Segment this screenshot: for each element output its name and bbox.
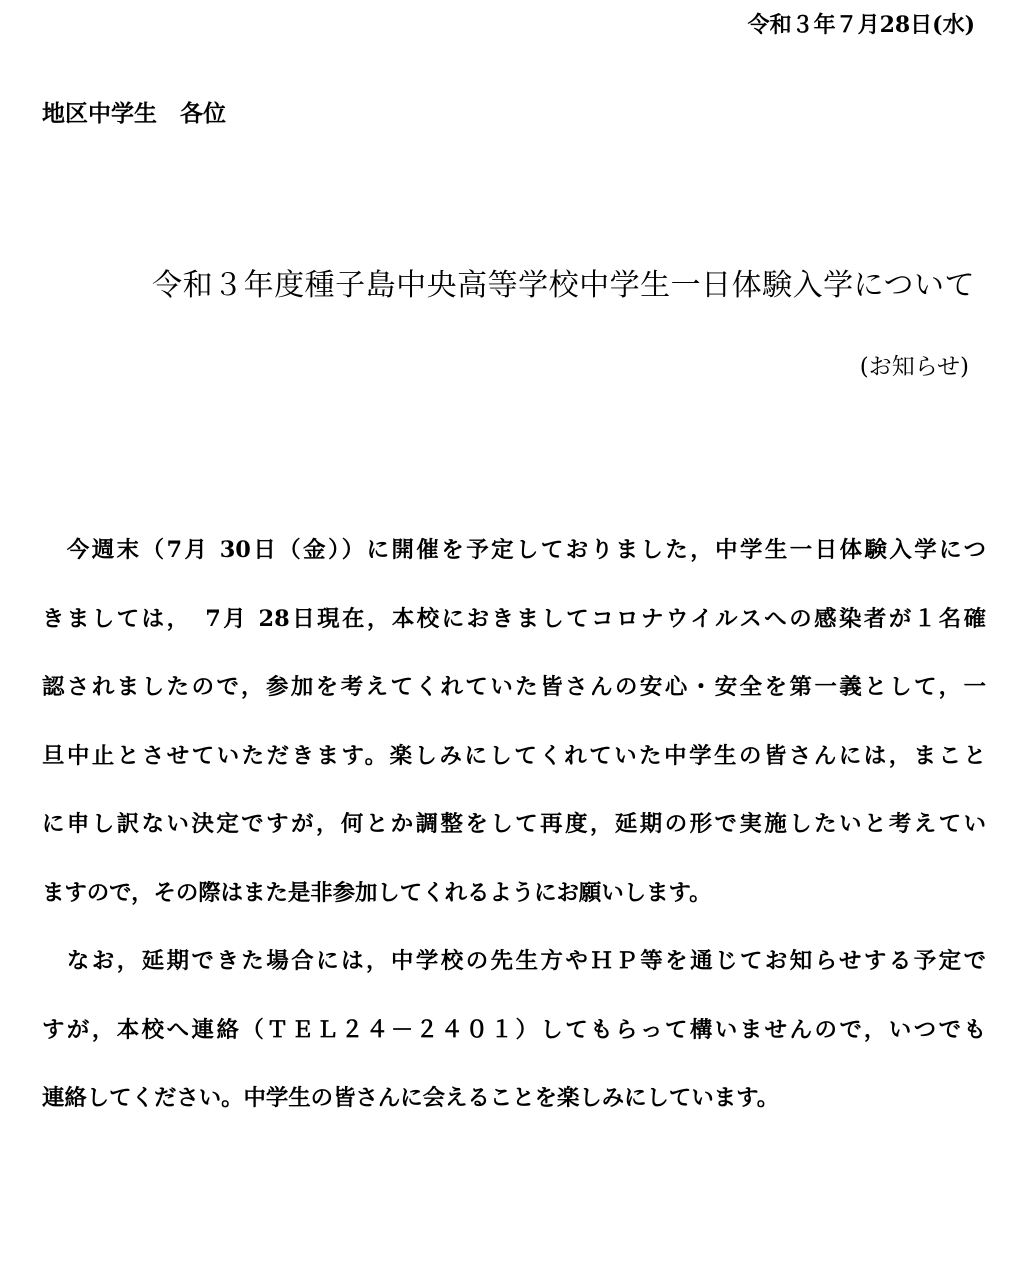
- body-line: 今週末（7月 30日（金））に開催を予定しておりました，中学生一日体験入学につ: [42, 537, 986, 563]
- body-line: きましては， 7月 28日現在，本校におきましてコロナウイルスへの感染者が１名確: [42, 605, 986, 632]
- body-line: 認されましたので，参加を考えてくれていた皆さんの安心・安全を第一義として，一: [42, 674, 986, 700]
- body-line: に申し訳ない決定ですが，何とか調整をして再度，延期の形で実施したいと考えてい: [42, 811, 986, 837]
- recipient-line: 地区中学生 各位: [42, 100, 226, 127]
- body-line: 連絡してください。中学生の皆さんに会えることを楽しみにしています。: [42, 1085, 780, 1111]
- body-line: なお，延期できた場合には，中学校の先生方やＨＰ等を通じてお知らせする予定で: [42, 948, 986, 974]
- body-line: ますので，その際はまた是非参加してくれるようにお願いします。: [42, 879, 712, 906]
- document-date: 令和３年７月28日(水): [747, 12, 975, 38]
- document-title: 令和３年度種子島中央高等学校中学生一日体験入学について: [152, 268, 975, 303]
- body-line: 旦中止とさせていただきます。楽しみにしてくれていた中学生の皆さんには，まこと: [42, 742, 986, 769]
- body-line: すが，本校へ連絡（ＴＥＬ２４－２４０１）してもらって構いませんので，いつでも: [42, 1016, 986, 1043]
- body-text: [42, 516, 986, 1133]
- document-subtitle: (お知らせ): [859, 354, 969, 380]
